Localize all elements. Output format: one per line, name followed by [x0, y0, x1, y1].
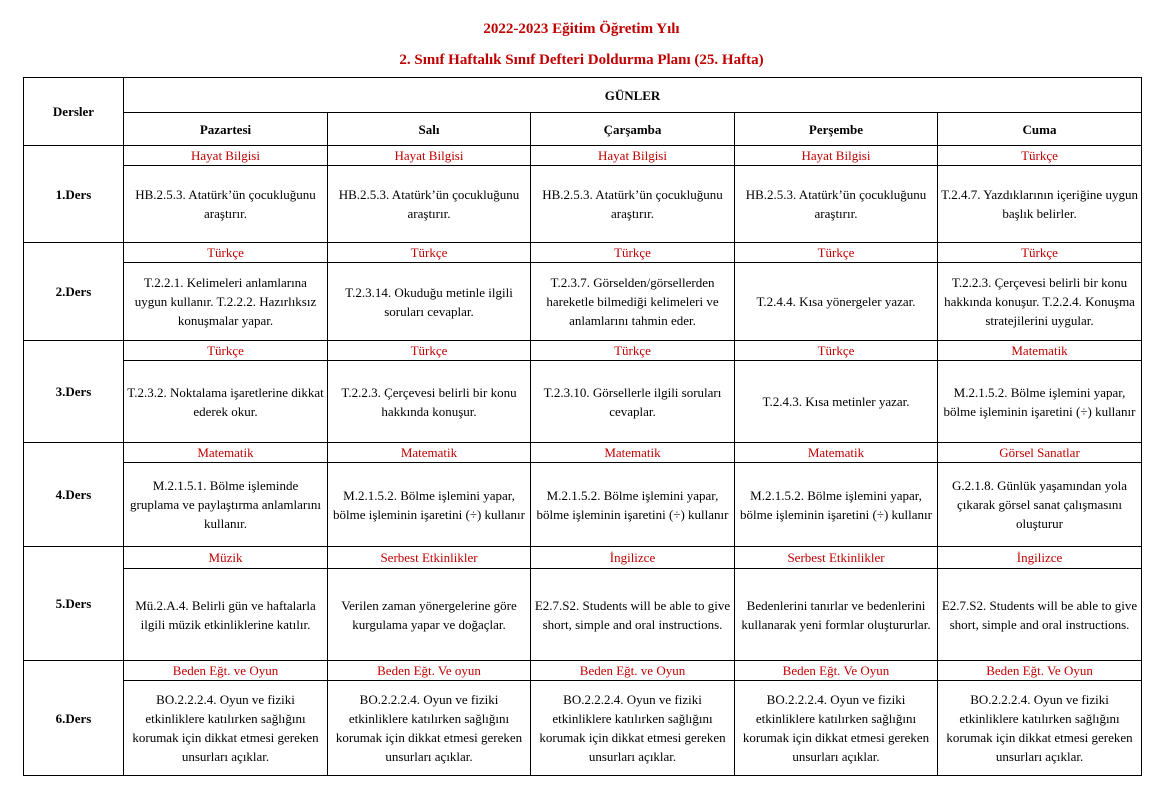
outcome-text: T.2.2.3. Çerçevesi belirli bir konu hakkında konuşur.	[328, 361, 531, 443]
subject-name: Beden Eğt. Ve Oyun	[938, 661, 1142, 681]
day-header: Perşembe	[735, 113, 938, 146]
outcome-text: Bedenlerini tanırlar ve bedenlerini kullanarak yeni formlar oluştururlar.	[735, 569, 938, 661]
lesson-label: 5.Ders	[24, 547, 124, 661]
subject-name: Matematik	[124, 443, 328, 463]
outcome-text: T.2.2.3. Çerçevesi belirli bir konu hakkında konuşur. T.2.2.4. Konuşma stratejilerini uygular.	[938, 263, 1142, 341]
subject-name: Görsel Sanatlar	[938, 443, 1142, 463]
outcome-text: BO.2.2.2.4. Oyun ve fiziki etkinliklere katılırken sağlığını korumak için dikkat etmesi gereken unsurları açıklar.	[328, 681, 531, 776]
subject-name: Türkçe	[124, 341, 328, 361]
subject-name: Türkçe	[328, 243, 531, 263]
subject-name: Matematik	[531, 443, 735, 463]
gunler-header: GÜNLER	[124, 78, 1142, 113]
page-subtitle: 2. Sınıf Haftalık Sınıf Defteri Doldurma Planı (25. Hafta)	[399, 52, 764, 68]
subject-name: Beden Eğt. ve Oyun	[124, 661, 328, 681]
outcome-text: BO.2.2.2.4. Oyun ve fiziki etkinliklere katılırken sağlığını korumak için dikkat etmesi gereken unsurları açıklar.	[735, 681, 938, 776]
outcome-text: HB.2.5.3. Atatürk’ün çocukluğunu araştırır.	[531, 166, 735, 243]
dersler-header: Dersler	[24, 78, 124, 146]
subject-name: Matematik	[328, 443, 531, 463]
subject-name: Hayat Bilgisi	[328, 146, 531, 166]
subject-name: Beden Eğt. ve Oyun	[531, 661, 735, 681]
outcome-text: T.2.3.2. Noktalama işaretlerine dikkat ederek okur.	[124, 361, 328, 443]
day-header: Pazartesi	[124, 113, 328, 146]
outcome-text: T.2.3.10. Görsellerle ilgili soruları cevaplar.	[531, 361, 735, 443]
outcome-text: BO.2.2.2.4. Oyun ve fiziki etkinliklere katılırken sağlığını korumak için dikkat etmesi gereken unsurları açıklar.	[531, 681, 735, 776]
day-header: Salı	[328, 113, 531, 146]
subject-name: Hayat Bilgisi	[531, 146, 735, 166]
subject-name: Türkçe	[531, 341, 735, 361]
outcome-text: M.2.1.5.2. Bölme işlemini yapar, bölme işleminin işaretini (÷) kullanır	[938, 361, 1142, 443]
outcome-text: E2.7.S2. Students will be able to give short, simple and oral instructions.	[531, 569, 735, 661]
outcome-text: E2.7.S2. Students will be able to give short, simple and oral instructions.	[938, 569, 1142, 661]
outcome-text: G.2.1.8. Günlük yaşamından yola çıkarak görsel sanat çalışmasını oluşturur	[938, 463, 1142, 547]
subject-name: Türkçe	[938, 243, 1142, 263]
lesson-label: 1.Ders	[24, 146, 124, 243]
outcome-text: T.2.4.7. Yazdıklarının içeriğine uygun başlık belirler.	[938, 166, 1142, 243]
subject-name: Hayat Bilgisi	[735, 146, 938, 166]
subject-name: Türkçe	[124, 243, 328, 263]
outcome-text: Verilen zaman yönergelerine göre kurgulama yapar ve doğaçlar.	[328, 569, 531, 661]
subject-name: Müzik	[124, 547, 328, 569]
outcome-text: M.2.1.5.2. Bölme işlemini yapar, bölme işleminin işaretini (÷) kullanır	[735, 463, 938, 547]
subject-name: Serbest Etkinlikler	[328, 547, 531, 569]
lesson-label: 6.Ders	[24, 661, 124, 776]
outcome-text: T.2.3.7. Görselden/görsellerden hareketle bilmediği kelimeleri ve anlamlarını tahmin eder.	[531, 263, 735, 341]
subject-name: Beden Eğt. Ve Oyun	[735, 661, 938, 681]
outcome-text: HB.2.5.3. Atatürk’ün çocukluğunu araştırır.	[735, 166, 938, 243]
subject-name: İngilizce	[938, 547, 1142, 569]
subject-name: Hayat Bilgisi	[124, 146, 328, 166]
outcome-text: T.2.4.3. Kısa metinler yazar.	[735, 361, 938, 443]
page-title: 2022-2023 Eğitim Öğretim Yılı	[483, 21, 680, 37]
day-header: Cuma	[938, 113, 1142, 146]
lesson-label: 2.Ders	[24, 243, 124, 341]
outcome-text: HB.2.5.3. Atatürk’ün çocukluğunu araştırır.	[328, 166, 531, 243]
subject-name: Serbest Etkinlikler	[735, 547, 938, 569]
subject-name: Matematik	[938, 341, 1142, 361]
outcome-text: BO.2.2.2.4. Oyun ve fiziki etkinliklere katılırken sağlığını korumak için dikkat etmesi gereken unsurları açıklar.	[124, 681, 328, 776]
subject-name: Türkçe	[735, 341, 938, 361]
subject-name: Türkçe	[531, 243, 735, 263]
subject-name: Türkçe	[735, 243, 938, 263]
subject-name: Matematik	[735, 443, 938, 463]
lesson-label: 4.Ders	[24, 443, 124, 547]
outcome-text: T.2.2.1. Kelimeleri anlamlarına uygun kullanır. T.2.2.2. Hazırlıksız konuşmalar yapar.	[124, 263, 328, 341]
subject-name: Beden Eğt. Ve oyun	[328, 661, 531, 681]
subject-name: Türkçe	[328, 341, 531, 361]
outcome-text: M.2.1.5.2. Bölme işlemini yapar, bölme işleminin işaretini (÷) kullanır	[328, 463, 531, 547]
day-header: Çarşamba	[531, 113, 735, 146]
subject-name: Türkçe	[938, 146, 1142, 166]
lesson-label: 3.Ders	[24, 341, 124, 443]
outcome-text: T.2.3.14. Okuduğu metinle ilgili soruları cevaplar.	[328, 263, 531, 341]
outcome-text: Mü.2.A.4. Belirli gün ve haftalarla ilgili müzik etkinliklerine katılır.	[124, 569, 328, 661]
subject-name: İngilizce	[531, 547, 735, 569]
outcome-text: M.2.1.5.1. Bölme işleminde gruplama ve paylaştırma anlamlarını kullanır.	[124, 463, 328, 547]
outcome-text: T.2.4.4. Kısa yönergeler yazar.	[735, 263, 938, 341]
weekly-plan-table	[23, 77, 1142, 776]
outcome-text: HB.2.5.3. Atatürk’ün çocukluğunu araştırır.	[124, 166, 328, 243]
outcome-text: BO.2.2.2.4. Oyun ve fiziki etkinliklere katılırken sağlığını korumak için dikkat etmesi gereken unsurları açıklar.	[938, 681, 1142, 776]
outcome-text: M.2.1.5.2. Bölme işlemini yapar, bölme işleminin işaretini (÷) kullanır	[531, 463, 735, 547]
